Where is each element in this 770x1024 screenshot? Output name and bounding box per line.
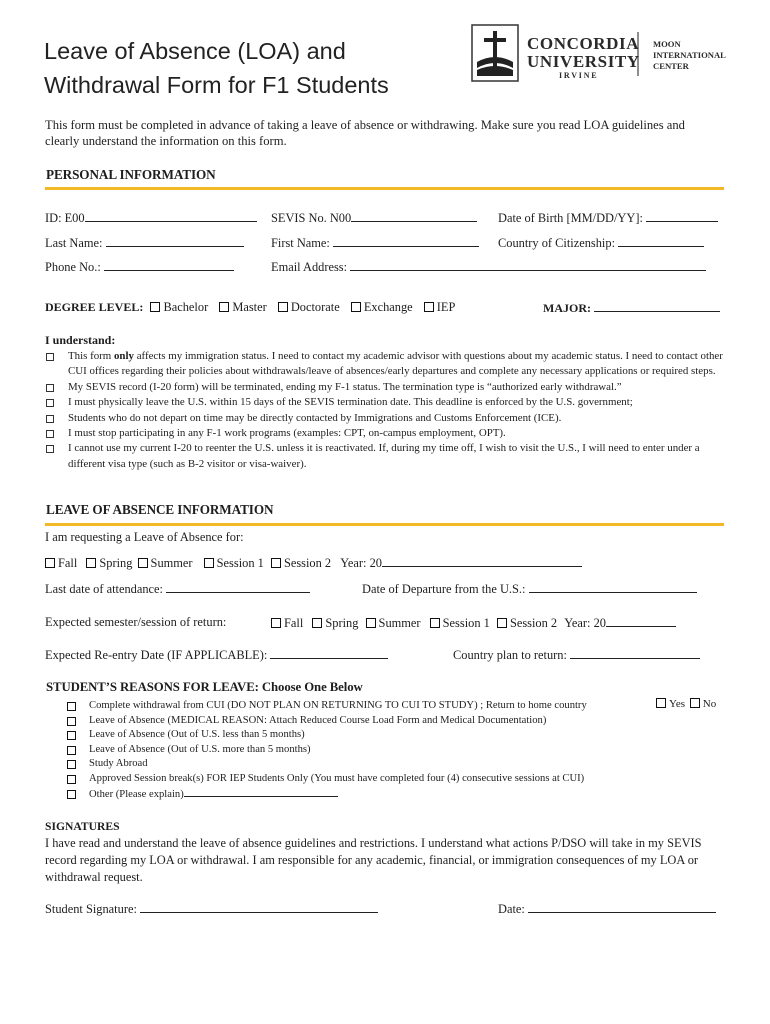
checkbox[interactable]	[67, 760, 76, 769]
checkbox[interactable]	[67, 731, 76, 740]
personal-info-heading: PERSONAL INFORMATION	[46, 167, 216, 182]
checkbox[interactable]	[219, 302, 229, 312]
checkbox[interactable]	[67, 775, 76, 784]
page-title-line1: Leave of Absence (LOA) and	[44, 38, 346, 64]
understand-item: I cannot use my current I-20 to reenter the U.S. unless it is reactivated. If, during my time off, I wish to visit the U.S., I will need to enter under a different visa type (such as B-2 visitor or visa-waiver).	[46, 441, 726, 472]
country-field[interactable]	[498, 235, 704, 251]
term-summer[interactable]: Summer	[138, 556, 193, 570]
student-signature-field[interactable]: Student Signature:	[45, 901, 378, 917]
term-spring[interactable]: Spring	[86, 556, 132, 570]
departure-date-field[interactable]: Date of Departure from the U.S.:	[362, 581, 697, 597]
checkbox[interactable]	[138, 558, 148, 568]
checkbox[interactable]	[312, 618, 322, 628]
last-name-label: Last Name:	[45, 236, 103, 250]
logo-center3: CENTER	[653, 61, 689, 71]
intro-text: This form must be completed in advance of taking a leave of absence or withdrawing. Make sure you read LOA guidelines and clearly understand the information on this form.	[45, 118, 685, 148]
other-explain-line[interactable]	[184, 787, 338, 797]
checkbox[interactable]	[86, 558, 96, 568]
sevis-label: SEVIS No. N00	[271, 211, 352, 225]
phone-label: Phone No.:	[45, 260, 101, 274]
checkbox[interactable]	[67, 702, 76, 711]
reentry-date-field[interactable]: Expected Re-entry Date (IF APPLICABLE):	[45, 647, 388, 663]
reason-item[interactable]: Complete withdrawal from CUI (DO NOT PLAN ON RETURNING TO CUI TO STUDY) ; Return to home country	[45, 699, 665, 714]
degree-label: DEGREE LEVEL:	[45, 300, 144, 314]
checkbox[interactable]	[690, 698, 700, 708]
understand-item: I must physically leave the U.S. within 15 days of the SEVIS termination date. This deadline is enforced by the U.S. government;	[46, 395, 726, 410]
last-date-field[interactable]: Last date of attendance:	[45, 581, 310, 597]
major-input-line[interactable]	[594, 300, 720, 312]
checkbox[interactable]	[46, 430, 54, 438]
signatures-text: I have read and understand the leave of absence guidelines and restrictions. I understand what actions P/DSO will take in my SEVIS record regarding my LOA or withdrawal. I am responsible for any academic, financial, or immigration consequences of my LOA or withdrawal request.	[45, 836, 702, 884]
degree-option-exchange[interactable]: Exchange	[351, 300, 413, 314]
country-label: Country of Citizenship:	[498, 236, 616, 250]
degree-option-doctorate[interactable]: Doctorate	[278, 300, 340, 314]
checkbox[interactable]	[150, 302, 160, 312]
last-name-field[interactable]	[45, 235, 244, 251]
return-year-field[interactable]: Year: 20	[564, 616, 676, 630]
logo-name3: IRVINE	[559, 71, 599, 80]
loa-year-field[interactable]: Year: 20	[340, 556, 582, 570]
dob-input-line[interactable]	[646, 210, 718, 222]
logo-center1: MOON	[653, 39, 681, 49]
checkbox[interactable]	[656, 698, 666, 708]
checkbox[interactable]	[67, 717, 76, 726]
reason-item[interactable]: Leave of Absence (Out of U.S. more than 5 months)	[45, 743, 665, 758]
return-term-session1[interactable]: Session 1	[430, 616, 490, 630]
degree-option-iep[interactable]: IEP	[424, 300, 456, 314]
yes-no-row	[656, 698, 716, 710]
reasons-heading: STUDENT’S REASONS FOR LEAVE: Choose One Below	[46, 680, 363, 694]
yes-option[interactable]: Yes	[656, 698, 685, 710]
logo-name2: UNIVERSITY	[527, 52, 640, 71]
checkbox[interactable]	[278, 302, 288, 312]
degree-option-master[interactable]: Master	[219, 300, 266, 314]
id-label: ID: E00	[45, 211, 85, 225]
email-label: Email Address:	[271, 260, 348, 274]
id-input-line[interactable]	[85, 210, 257, 222]
checkbox[interactable]	[46, 415, 54, 423]
checkbox[interactable]	[271, 558, 281, 568]
checkbox[interactable]	[46, 445, 54, 453]
checkbox[interactable]	[46, 384, 54, 392]
checkbox[interactable]	[351, 302, 361, 312]
checkbox[interactable]	[366, 618, 376, 628]
email-field[interactable]	[271, 259, 706, 275]
reasons-list	[45, 699, 665, 802]
understand-list	[46, 349, 726, 472]
section-divider	[45, 187, 724, 190]
understand-item: Students who do not depart on time may be directly contacted by Immigrations and Customs Enforcement (ICE).	[46, 411, 726, 426]
dob-field[interactable]	[498, 210, 718, 226]
country-plan-field[interactable]: Country plan to return:	[453, 647, 700, 663]
email-input-line[interactable]	[350, 259, 706, 271]
first-name-field[interactable]	[271, 235, 479, 251]
last-name-input-line[interactable]	[106, 235, 244, 247]
phone-field[interactable]	[45, 259, 234, 275]
checkbox[interactable]	[430, 618, 440, 628]
understand-item: I must stop participating in any F-1 work programs (examples: CPT, on-campus employment, OPT).	[46, 426, 726, 441]
return-term-spring[interactable]: Spring	[312, 616, 358, 630]
degree-level-row	[45, 300, 455, 315]
sevis-input-line[interactable]	[351, 210, 477, 222]
reason-item[interactable]: Other (Please explain)	[45, 787, 665, 803]
loa-requesting: I am requesting a Leave of Absence for:	[45, 530, 244, 544]
reason-item[interactable]: Leave of Absence (MEDICAL REASON: Attach Reduced Course Load Form and Medical Documentation)	[45, 714, 665, 729]
logo-name1: CONCORDIA	[527, 34, 640, 53]
return-term-fall[interactable]: Fall	[271, 616, 303, 630]
loa-heading: LEAVE OF ABSENCE INFORMATION	[46, 502, 274, 517]
checkbox[interactable]	[67, 746, 76, 755]
dob-label: Date of Birth [MM/DD/YY]:	[498, 211, 643, 225]
country-input-line[interactable]	[618, 235, 704, 247]
id-field[interactable]	[45, 210, 257, 226]
first-name-input-line[interactable]	[333, 235, 479, 247]
reason-item[interactable]: Approved Session break(s) FOR IEP Students Only (You must have completed four (4) consecutive sessions at CUI)	[45, 772, 665, 787]
term-fall[interactable]: Fall	[45, 556, 77, 570]
reason-item[interactable]: Study Abroad	[45, 757, 665, 772]
checkbox[interactable]	[45, 558, 55, 568]
degree-option-bachelor[interactable]: Bachelor	[150, 300, 208, 314]
signatures-heading: SIGNATURES	[45, 820, 120, 833]
return-session-label: Expected semester/session of return:	[45, 615, 227, 629]
understand-item: This form only affects my immigration status. I need to contact my academic advisor with questions about my academic status. I need to contact other CUI offices regarding their policies about withdrawals/leave of absences/early departures and complete any necessary applications or required steps.	[46, 349, 726, 380]
checkbox[interactable]	[67, 790, 76, 799]
loa-terms-row	[45, 555, 582, 571]
checkbox[interactable]	[204, 558, 214, 568]
section-divider	[45, 523, 724, 526]
major-label: MAJOR:	[543, 301, 591, 315]
return-terms-row	[271, 615, 676, 631]
return-term-session2[interactable]: Session 2	[497, 616, 557, 630]
logo-center2: INTERNATIONAL	[653, 50, 726, 60]
term-session1[interactable]: Session 1	[204, 556, 264, 570]
checkbox[interactable]	[271, 618, 281, 628]
checkbox[interactable]	[46, 399, 54, 407]
reason-item[interactable]: Leave of Absence (Out of U.S. less than 5 months)	[45, 728, 665, 743]
checkbox[interactable]	[424, 302, 434, 312]
checkbox[interactable]	[46, 353, 54, 361]
signature-date-field[interactable]: Date:	[498, 901, 716, 917]
sevis-field[interactable]	[271, 210, 477, 226]
return-term-summer[interactable]: Summer	[366, 616, 421, 630]
term-session2[interactable]: Session 2	[271, 556, 331, 570]
concordia-logo	[471, 24, 733, 84]
first-name-label: First Name:	[271, 236, 330, 250]
no-option[interactable]: No	[690, 698, 716, 710]
page-title-line2: Withdrawal Form for F1 Students	[44, 72, 389, 98]
major-field[interactable]	[543, 300, 720, 316]
understand-item: My SEVIS record (I-20 form) will be terminated, ending my F-1 status. The termination type is “authorized early withdrawal.”	[46, 380, 726, 395]
phone-input-line[interactable]	[104, 259, 234, 271]
understand-heading: I understand:	[45, 333, 116, 347]
checkbox[interactable]	[497, 618, 507, 628]
